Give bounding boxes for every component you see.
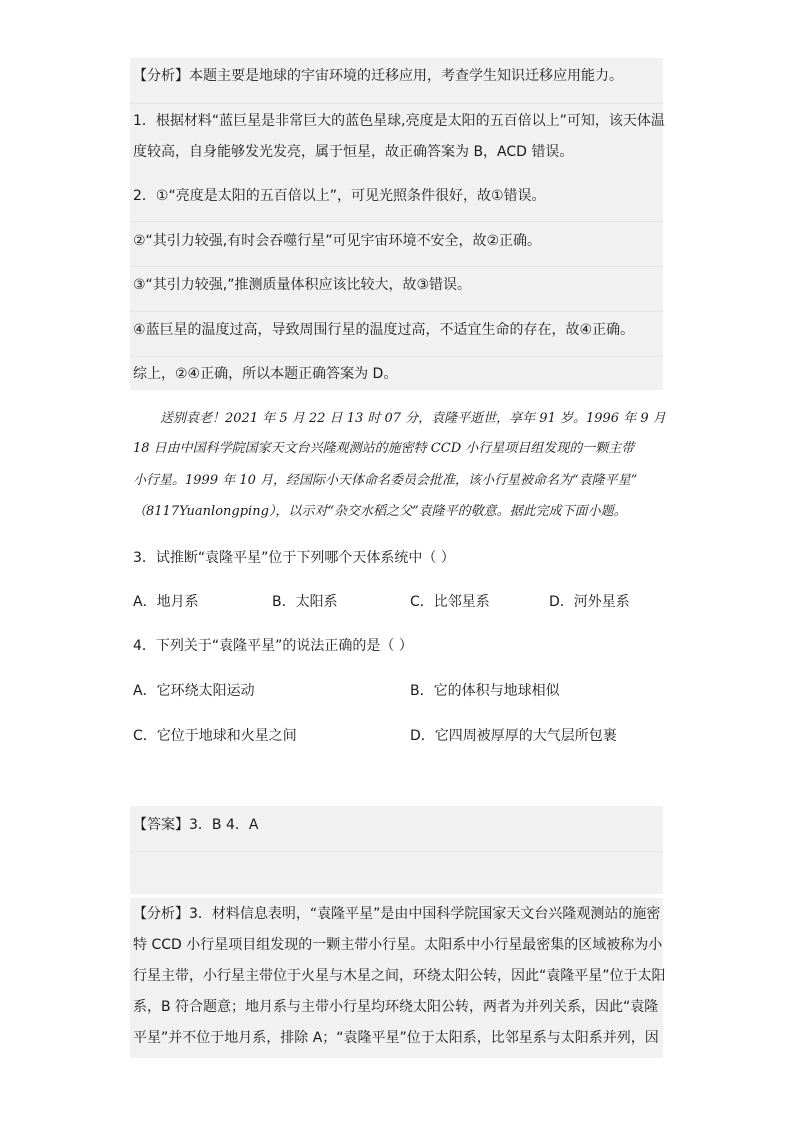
analysis-2-line: 特 CCD 小行星项目组发现的一颗主带小行星。太阳系中小行星最密集的区域被称为小 — [133, 937, 663, 953]
analysis-q1-line: 度较高，自身能够发光发亮，属于恒星，故正确答案为 B，ACD 错误。 — [133, 144, 574, 160]
question-4-option-a[interactable]: A．它环绕太阳运动 — [133, 683, 255, 699]
passage-line: 小行星。1999 年 10 月，经国际小天体命名委员会批准，该小行星被命名为“袁隆平星” — [133, 473, 638, 488]
row-divider — [130, 851, 663, 852]
question-3-stem: 3．试推断“袁隆平星”位于下列哪个天体系统中（ ） — [133, 550, 455, 566]
row-divider — [130, 221, 663, 222]
row-divider — [130, 311, 663, 312]
question-3-option-c[interactable]: C．比邻星系 — [410, 594, 490, 610]
question-3-option-a[interactable]: A．地月系 — [133, 594, 199, 610]
passage-line: （8117Yuanlongping），以示对“杂交水稻之父”袁隆平的敬意。据此完成下面小题。 — [133, 504, 627, 519]
passage-line: 18 日由中国科学院国家天文台兴隆观测站的施密特 CCD 小行星项目组发现的一颗主带 — [133, 441, 635, 456]
question-4-option-c[interactable]: C．它位于地球和火星之间 — [133, 728, 297, 744]
analysis-2-line: 系，B 符合题意；地月系与主带小行星均环绕太阳公转，两者为并列关系，因此“袁隆 — [133, 999, 659, 1015]
analysis-q2-line: ③“其引力较强,”推测质量体积应该比较大，故③错误。 — [133, 277, 472, 293]
analysis-q2-line: ④蓝巨星的温度过高，导致周围行星的温度过高，不适宜生命的存在，故④正确。 — [133, 322, 635, 338]
analysis-2-line: 平星”并不位于地月系，排除 A；“袁隆平星”位于太阳系，比邻星系与太阳系并列，因 — [133, 1030, 659, 1046]
answer-text: 【答案】3．B 4．A — [133, 817, 259, 833]
row-divider — [130, 103, 663, 104]
analysis-2-line: 【分析】3．材料信息表明，“袁隆平星”是由中国科学院国家天文台兴隆观测站的施密 — [133, 906, 661, 922]
question-4-option-b[interactable]: B．它的体积与地球相似 — [410, 683, 560, 699]
analysis-conclusion: 综上，②④正确，所以本题正确答案为 D。 — [133, 366, 398, 382]
analysis-intro: 【分析】本题主要是地球的宇宙环境的迁移应用，考查学生知识迁移应用能力。 — [133, 68, 623, 84]
analysis-2-line: 行星主带，小行星主带位于火星与木星之间，环绕太阳公转，因此“袁隆平星”位于太阳 — [133, 968, 666, 984]
question-3-option-d[interactable]: D．河外星系 — [549, 594, 630, 610]
analysis-q1-line: 1．根据材料“蓝巨星是非常巨大的蓝色星球,亮度是太阳的五百倍以上”可知，该天体温 — [133, 113, 665, 129]
row-divider — [130, 356, 663, 357]
row-divider — [130, 266, 663, 267]
question-4-option-d[interactable]: D．它四周被厚厚的大气层所包裹 — [410, 728, 617, 744]
passage-line: 送别袁老！2021 年 5 月 22 日 13 时 07 分，袁隆平逝世，享年 91 岁。1996 年 9 月 — [160, 411, 666, 426]
question-4-stem: 4．下列关于“袁隆平星”的说法正确的是（ ） — [133, 638, 413, 654]
question-3-option-b[interactable]: B．太阳系 — [272, 594, 338, 610]
analysis-q2-line: ②“其引力较强,有时会吞噬行星”可见宇宙环境不安全，故②正确。 — [133, 233, 542, 249]
analysis-block-background — [130, 58, 663, 390]
analysis-q2-line: 2．①“亮度是太阳的五百倍以上”，可见光照条件很好，故①错误。 — [133, 188, 546, 204]
